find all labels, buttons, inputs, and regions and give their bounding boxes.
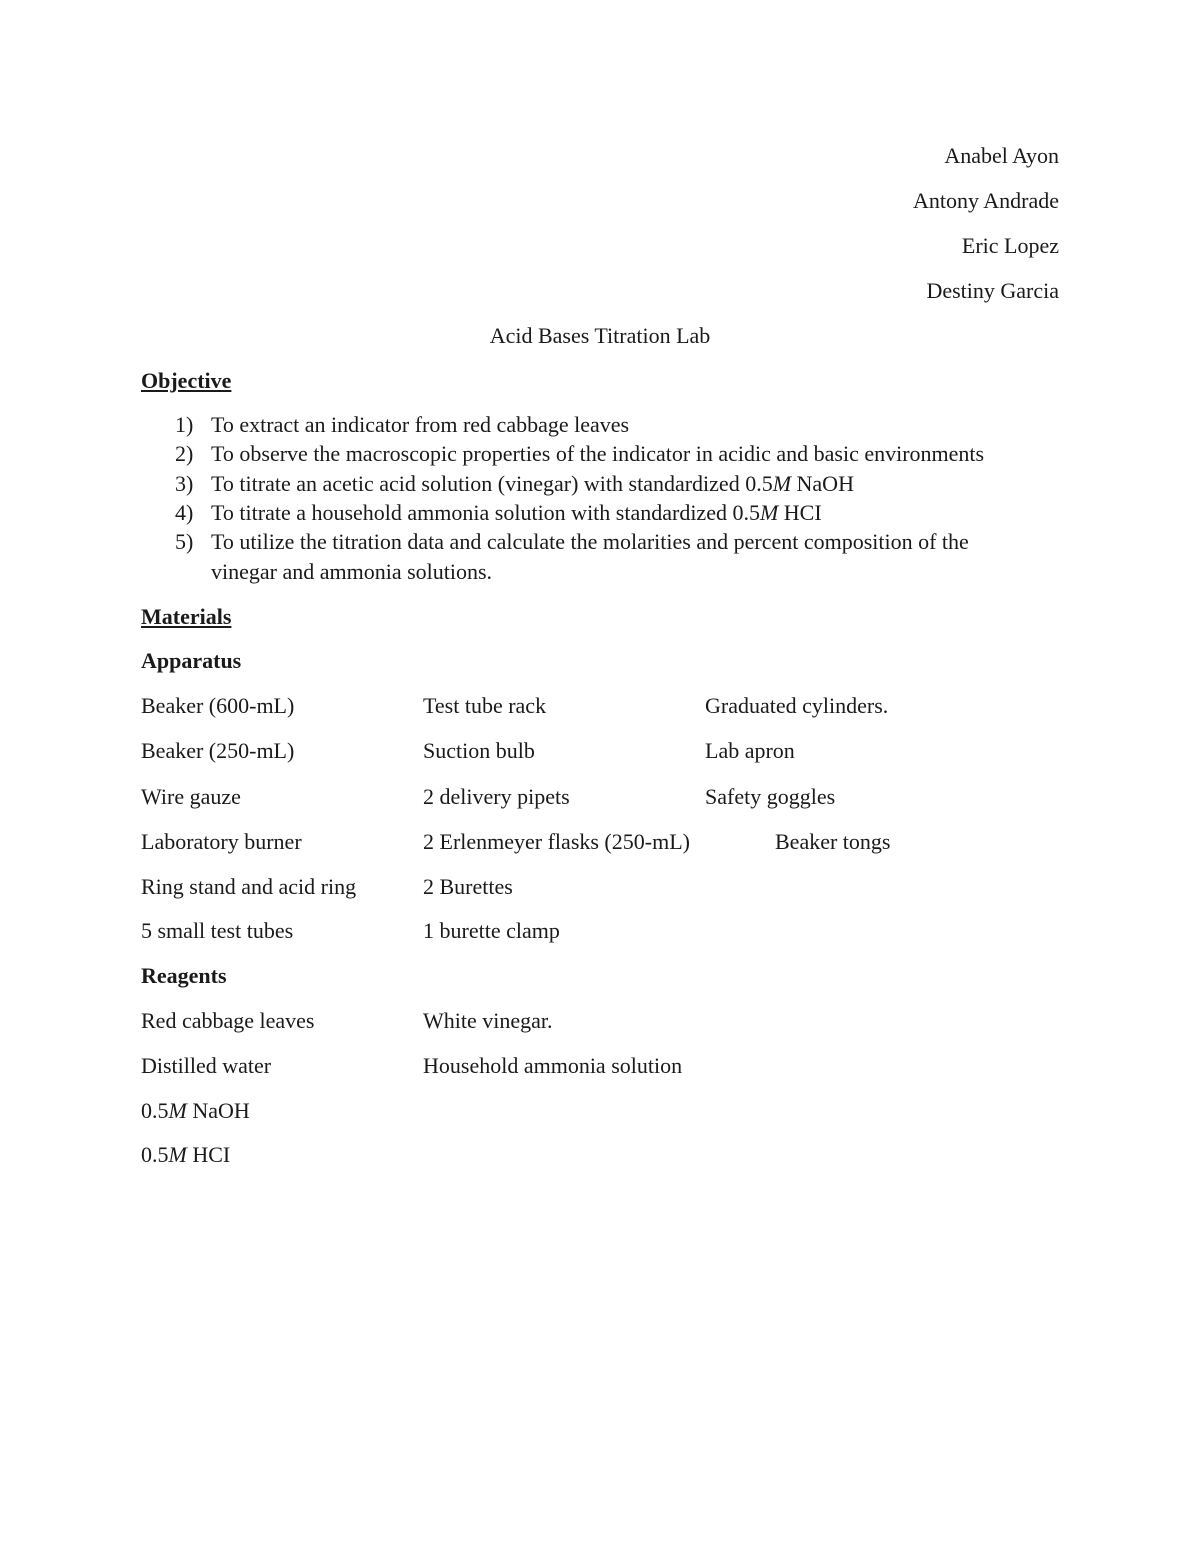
- apparatus-item: Safety goggles: [705, 784, 836, 809]
- objective-text: vinegar and ammonia solutions.: [211, 559, 493, 584]
- reagent-text-part: 0.5: [141, 1098, 169, 1123]
- author-name: Antony Andrade: [912, 188, 1059, 213]
- reagent-item: Distilled water: [141, 1053, 272, 1078]
- apparatus-item: Lab apron: [705, 738, 795, 763]
- objective-text-part: NaOH: [791, 471, 854, 496]
- apparatus-item: 2 Burettes: [423, 874, 513, 899]
- objective-text: To observe the macroscopic properties of the indicator in acidic and basic environments: [211, 441, 985, 466]
- reagent-item: Red cabbage leaves: [141, 1008, 315, 1033]
- objective-text: [211, 471, 854, 497]
- apparatus-item: Test tube rack: [423, 693, 547, 718]
- apparatus-item: Graduated cylinders.: [705, 693, 889, 718]
- objective-number: 5): [175, 529, 194, 554]
- apparatus-item: 1 burette clamp: [423, 918, 560, 943]
- reagent-text-part: 0.5: [141, 1142, 169, 1167]
- reagent-item: [141, 1142, 230, 1168]
- molarity-unit: M: [168, 1098, 187, 1123]
- molarity-unit: M: [772, 471, 792, 496]
- apparatus-item: 2 Erlenmeyer flasks (250-mL): [423, 829, 690, 854]
- document-title: Acid Bases Titration Lab: [489, 323, 711, 348]
- objective-text-part: To titrate a household ammonia solution with standardized 0.5: [211, 500, 760, 525]
- materials-heading: Materials: [141, 604, 232, 629]
- objective-number: 1): [175, 412, 194, 437]
- author-name: Eric Lopez: [961, 233, 1059, 258]
- apparatus-item: Beaker (600-mL): [141, 693, 295, 718]
- objective-text-part: HCI: [778, 500, 822, 525]
- apparatus-item: Ring stand and acid ring: [141, 874, 357, 899]
- reagent-item: Household ammonia solution: [423, 1053, 683, 1078]
- reagent-text-part: NaOH: [186, 1098, 250, 1123]
- objective-text: [211, 500, 822, 526]
- apparatus-heading: Apparatus: [141, 648, 242, 673]
- apparatus-item: Wire gauze: [141, 784, 241, 809]
- apparatus-item: Beaker (250-mL): [141, 738, 295, 763]
- apparatus-item: Beaker tongs: [775, 829, 891, 854]
- apparatus-item: 5 small test tubes: [141, 918, 294, 943]
- objective-text: To extract an indicator from red cabbage leaves: [211, 412, 630, 437]
- objective-heading: Objective: [141, 368, 232, 393]
- molarity-unit: M: [168, 1142, 187, 1167]
- reagent-item: [141, 1098, 250, 1124]
- apparatus-item: Laboratory burner: [141, 829, 302, 854]
- author-name: Destiny Garcia: [926, 278, 1059, 303]
- objective-text-part: To titrate an acetic acid solution (vinegar) with standardized 0.5: [211, 471, 773, 496]
- objective-number: 3): [175, 471, 194, 496]
- reagent-item: White vinegar.: [423, 1008, 553, 1033]
- author-name: Anabel Ayon: [944, 143, 1059, 168]
- reagent-text-part: HCI: [186, 1142, 231, 1167]
- molarity-unit: M: [759, 500, 779, 525]
- apparatus-item: 2 delivery pipets: [423, 784, 570, 809]
- objective-text: To utilize the titration data and calculate the molarities and percent composition of the: [211, 529, 969, 554]
- reagents-heading: Reagents: [141, 963, 227, 988]
- objective-number: 2): [175, 441, 194, 466]
- apparatus-item: Suction bulb: [423, 738, 535, 763]
- objective-number: 4): [175, 500, 194, 525]
